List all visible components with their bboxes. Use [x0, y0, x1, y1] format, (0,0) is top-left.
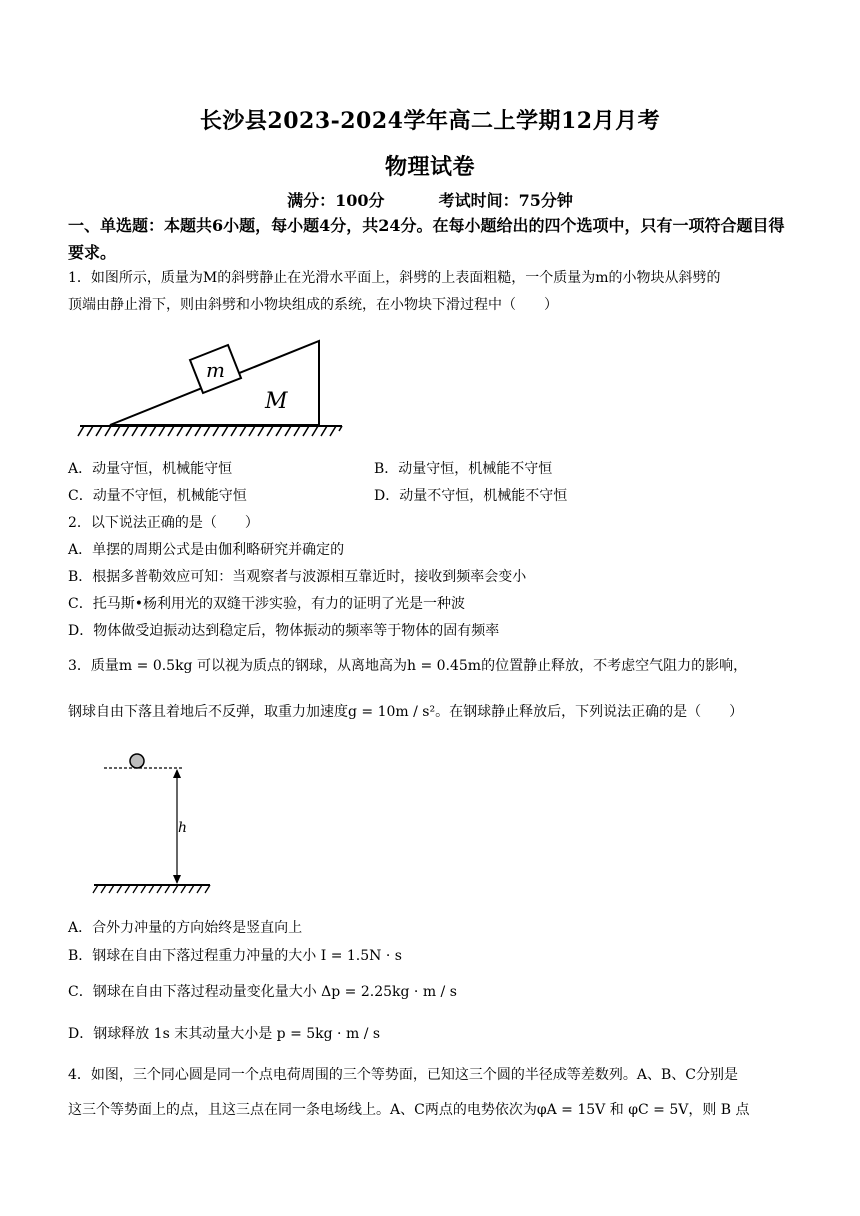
section-heading: 一、单选题：本题共6小题，每小题4分，共24分。在每小题给出的四个选项中，只有一项符合题目得要求。 — [68, 216, 785, 262]
exam-title: 长沙县2023-2024学年高二上学期12月月考 — [199, 108, 661, 134]
q3-option-c: C．钢球在自由下落过程动量变化量大小 Δp = 2.25kg · m / s — [68, 984, 457, 1000]
q2-stem: 2．以下说法正确的是（ ） — [68, 515, 259, 531]
incline-figure — [76, 336, 348, 442]
exam-subtitle: 物理试卷 — [384, 154, 475, 180]
q2-option-d: D．物体做受迫振动达到稳定后，物体振动的频率等于物体的固有频率 — [68, 623, 500, 639]
q4-stem-line1: 4．如图，三个同心圆是同一个点电荷周围的三个等势面，已知这三个圆的半径成等差数列。A、B、C分别是 — [68, 1067, 739, 1083]
height-label: h — [178, 820, 188, 836]
q3-stem-line2: 钢球自由下落且着地后不反弹，取重力加速度g = 10m / s²。在钢球静止释放后，下列说法正确的是（ ） — [68, 704, 744, 720]
score-info: 满分：100分 — [287, 191, 385, 210]
q3-stem-line1: 3．质量m = 0.5kg 可以视为质点的钢球，从离地高为h = 0.45m的位置静止释放，不考虑空气阻力的影响， — [68, 658, 748, 674]
q1-option-a: A．动量守恒，机械能守恒 — [68, 461, 233, 477]
exam-meta — [0, 188, 860, 211]
q1-option-b: B．动量守恒，机械能不守恒 — [374, 461, 553, 477]
q4-stem-line2: 这三个等势面上的点，且这三点在同一条电场线上。A、C两点的电势依次为φA = 15V 和 φC = 5V，则 B 点 — [68, 1102, 750, 1118]
wedge-label: M — [265, 389, 288, 414]
q1-option-c: C．动量不守恒，机械能守恒 — [68, 488, 247, 504]
q1-option-d: D．动量不守恒，机械能不守恒 — [374, 488, 568, 504]
q1-stem-line1: 1．如图所示，质量为M的斜劈静止在光滑水平面上，斜劈的上表面粗糙，一个质量为m的小物块从斜劈的 — [68, 270, 721, 286]
q3-option-b: B．钢球在自由下落过程重力冲量的大小 I = 1.5N · s — [68, 948, 402, 964]
block-label: m — [206, 358, 225, 382]
falling-ball-figure — [90, 750, 216, 896]
q2-option-c: C．托马斯•杨利用光的双缝干涉实验，有力的证明了光是一种波 — [68, 596, 465, 612]
q3-option-d: D．钢球释放 1s 末其动量大小是 p = 5kg · m / s — [68, 1026, 381, 1042]
q3-option-a: A．合外力冲量的方向始终是竖直向上 — [68, 920, 303, 936]
q2-option-a: A．单摆的周期公式是由伽利略研究并确定的 — [68, 542, 345, 558]
q2-option-b: B．根据多普勒效应可知：当观察者与波源相互靠近时，接收到频率会变小 — [68, 569, 527, 585]
q1-stem-line2: 顶端由静止滑下，则由斜劈和小物块组成的系统，在小物块下滑过程中（ ） — [68, 297, 558, 313]
time-info: 考试时间：75分钟 — [438, 191, 573, 210]
